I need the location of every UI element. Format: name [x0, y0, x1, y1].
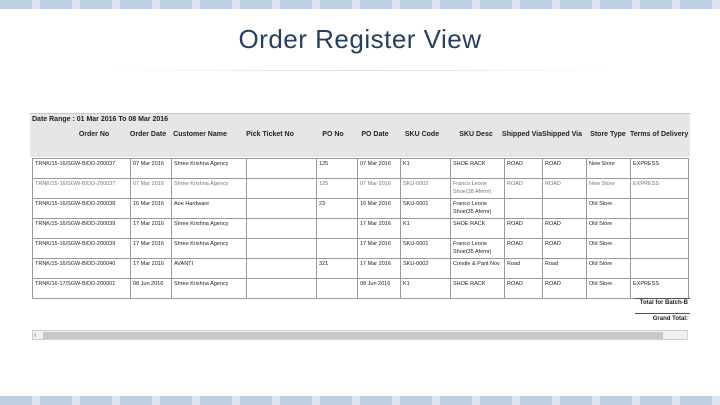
- table-row[interactable]: [33, 279, 689, 299]
- cell-sku-desc: Franco Leone Shoe(35 Afemr): [451, 199, 505, 219]
- col-header-order-date[interactable]: Order Date: [129, 131, 167, 138]
- cell-terms-of-delivery: EXPRESS: [631, 159, 689, 179]
- cell-sku-desc: SHOE RACK: [451, 159, 505, 179]
- cell-sku-desc: SHOE RACK: [451, 279, 505, 299]
- col-header-po-date[interactable]: PO Date: [361, 131, 389, 138]
- cell-shipped-via-2: Road: [543, 259, 587, 279]
- cell-po-no: 125: [317, 179, 358, 199]
- table-row[interactable]: [33, 259, 689, 279]
- cell-customer-name: Shree Krishna Agency: [172, 239, 247, 259]
- horizontal-scrollbar[interactable]: [32, 330, 688, 340]
- cell-store-type: Old Store: [587, 219, 631, 239]
- cell-customer-name: Shree Krishna Agency: [172, 179, 247, 199]
- cell-pick-ticket-no: [247, 259, 317, 279]
- date-range-label: Date Range : 01 Mar 2016 To 08 Mar 2016: [32, 116, 169, 123]
- cell-po-date: 08 Jun 2016: [358, 279, 401, 299]
- cell-sku-code: K1: [401, 159, 451, 179]
- cell-shipped-via-2: ROAD: [543, 219, 587, 239]
- cell-shipped-via-2: ROAD: [543, 159, 587, 179]
- cell-sku-code: SKU-0002: [401, 259, 451, 279]
- cell-order-date: 07 Mar 2016: [131, 179, 172, 199]
- chevron-left-icon[interactable]: ‹: [34, 332, 37, 339]
- cell-order-date: 16 Mar 2016: [131, 199, 172, 219]
- grand-total-rule: [635, 313, 690, 314]
- cell-shipped-via-2: ROAD: [543, 239, 587, 259]
- cell-shipped-via-1: Road: [505, 259, 543, 279]
- order-register-report: [30, 113, 690, 343]
- table-row[interactable]: [33, 179, 689, 199]
- cell-pick-ticket-no: [247, 199, 317, 219]
- cell-pick-ticket-no: [247, 179, 317, 199]
- cell-order-no: TRNK/15-16/SGW-B/DD-200037: [33, 159, 131, 179]
- cell-customer-name: Aoe Hardware: [172, 199, 247, 219]
- cell-customer-name: Shree Krishna Agency: [172, 279, 247, 299]
- cell-shipped-via-1: ROAD: [505, 219, 543, 239]
- cell-order-no: TRNK/15-16/SGW-B/DD-200039: [33, 219, 131, 239]
- cell-po-date: 17 Mar 2016: [358, 219, 401, 239]
- cell-pick-ticket-no: [247, 239, 317, 259]
- col-header-order-no[interactable]: Order No: [78, 131, 110, 138]
- cell-terms-of-delivery: [631, 199, 689, 219]
- cell-pick-ticket-no: [247, 219, 317, 239]
- col-header-shipped-via-2[interactable]: Shipped Via: [542, 131, 582, 138]
- cell-po-date: 17 Mar 2016: [358, 239, 401, 259]
- table-row[interactable]: [33, 219, 689, 239]
- cell-sku-code: SKU-0002: [401, 179, 451, 199]
- scrollbar-thumb[interactable]: [43, 332, 663, 339]
- cell-store-type: New Store: [587, 179, 631, 199]
- slide-title: Order Register View: [238, 24, 482, 54]
- cell-sku-desc: Franco Leone Shoe(38 Afemr): [451, 179, 505, 199]
- cell-shipped-via-1: ROAD: [505, 279, 543, 299]
- cell-order-no: TRNK/15-16/SGW-B/DD-200037: [33, 179, 131, 199]
- cell-customer-name: Shree Krishna Agency: [172, 159, 247, 179]
- cell-po-date: 16 Mar 2016: [358, 199, 401, 219]
- cell-order-date: 07 Mar 2016: [131, 159, 172, 179]
- col-header-po-no[interactable]: PO No: [322, 131, 344, 138]
- cell-pick-ticket-no: [247, 279, 317, 299]
- cell-order-date: 17 Mar 2016: [131, 219, 172, 239]
- grand-total-label: Grand Total:: [652, 316, 688, 322]
- cell-sku-code: SKU-0001: [401, 239, 451, 259]
- cell-terms-of-delivery: EXPRESS: [631, 279, 689, 299]
- cell-order-date: 17 Mar 2016: [131, 259, 172, 279]
- col-header-store-type[interactable]: Store Type: [590, 131, 626, 138]
- cell-terms-of-delivery: [631, 239, 689, 259]
- cell-terms-of-delivery: [631, 259, 689, 279]
- cell-sku-desc: SHOE RACK: [451, 219, 505, 239]
- cell-shipped-via-2: [543, 199, 587, 219]
- top-decor-stripe: [0, 0, 720, 9]
- cell-shipped-via-1: ROAD: [505, 159, 543, 179]
- cell-shipped-via-1: ROAD: [505, 239, 543, 259]
- title-divider: [100, 70, 620, 71]
- cell-pick-ticket-no: [247, 159, 317, 179]
- cell-po-date: 07 Mar 2016: [358, 179, 401, 199]
- cell-po-no: [317, 239, 358, 259]
- cell-sku-code: K1: [401, 279, 451, 299]
- cell-order-date: 08 Jun 2016: [131, 279, 172, 299]
- total-for-batch-label: Total for Batch-B: [639, 300, 688, 306]
- cell-order-date: 17 Mar 2016: [131, 239, 172, 259]
- cell-shipped-via-2: ROAD: [543, 179, 587, 199]
- cell-sku-code: SKU-0001: [401, 199, 451, 219]
- cell-po-no: 23: [317, 199, 358, 219]
- cell-store-type: Old Store: [587, 279, 631, 299]
- cell-order-no: TRNK/15-16/SGW-B/DD-200040: [33, 259, 131, 279]
- cell-terms-of-delivery: EXPRESS: [631, 179, 689, 199]
- cell-customer-name: AVANTI: [172, 259, 247, 279]
- cell-shipped-via-2: ROAD: [543, 279, 587, 299]
- cell-po-no: [317, 279, 358, 299]
- cell-shipped-via-1: ROAD: [505, 179, 543, 199]
- col-header-pick-ticket-no[interactable]: Pick Ticket No: [246, 131, 294, 138]
- cell-po-no: 125: [317, 159, 358, 179]
- table-row[interactable]: [33, 199, 689, 219]
- table-row[interactable]: [33, 239, 689, 259]
- cell-store-type: New Store: [587, 159, 631, 179]
- col-header-shipped-via-1[interactable]: Shipped Via: [502, 131, 542, 138]
- order-table: [32, 158, 689, 299]
- cell-po-no: [317, 219, 358, 239]
- cell-sku-code: K1: [401, 219, 451, 239]
- cell-po-no: 321: [317, 259, 358, 279]
- cell-store-type: Old Store: [587, 239, 631, 259]
- cell-po-date: 07 Mar 2016: [358, 159, 401, 179]
- col-header-customer-name[interactable]: Customer Name: [173, 131, 227, 138]
- cell-customer-name: Shree Krishna Agency: [172, 219, 247, 239]
- cell-sku-desc: Crestle & Pant Nov: [451, 259, 505, 279]
- cell-store-type: Old Store: [587, 259, 631, 279]
- col-header-terms-of-delivery[interactable]: Terms of Delivery: [630, 131, 689, 138]
- bottom-decor-stripe: [0, 396, 720, 405]
- col-header-sku-code[interactable]: SKU Code: [404, 131, 440, 138]
- col-header-sku-desc[interactable]: SKU Desc: [459, 131, 493, 138]
- cell-store-type: Old Store: [587, 199, 631, 219]
- cell-order-no: TRNK/15-16/SGW-B/DD-200038: [33, 199, 131, 219]
- cell-po-date: 17 Mar 2016: [358, 259, 401, 279]
- cell-shipped-via-1: [505, 199, 543, 219]
- total-rule: [635, 298, 690, 299]
- table-row[interactable]: [33, 159, 689, 179]
- cell-sku-desc: Franco Leone Shoe(35 Afemr): [451, 239, 505, 259]
- cell-order-no: TRNK/16-17/SGW-B/DD-200001: [33, 279, 131, 299]
- cell-order-no: TRNK/15-16/SGW-B/DD-200039: [33, 239, 131, 259]
- cell-terms-of-delivery: [631, 219, 689, 239]
